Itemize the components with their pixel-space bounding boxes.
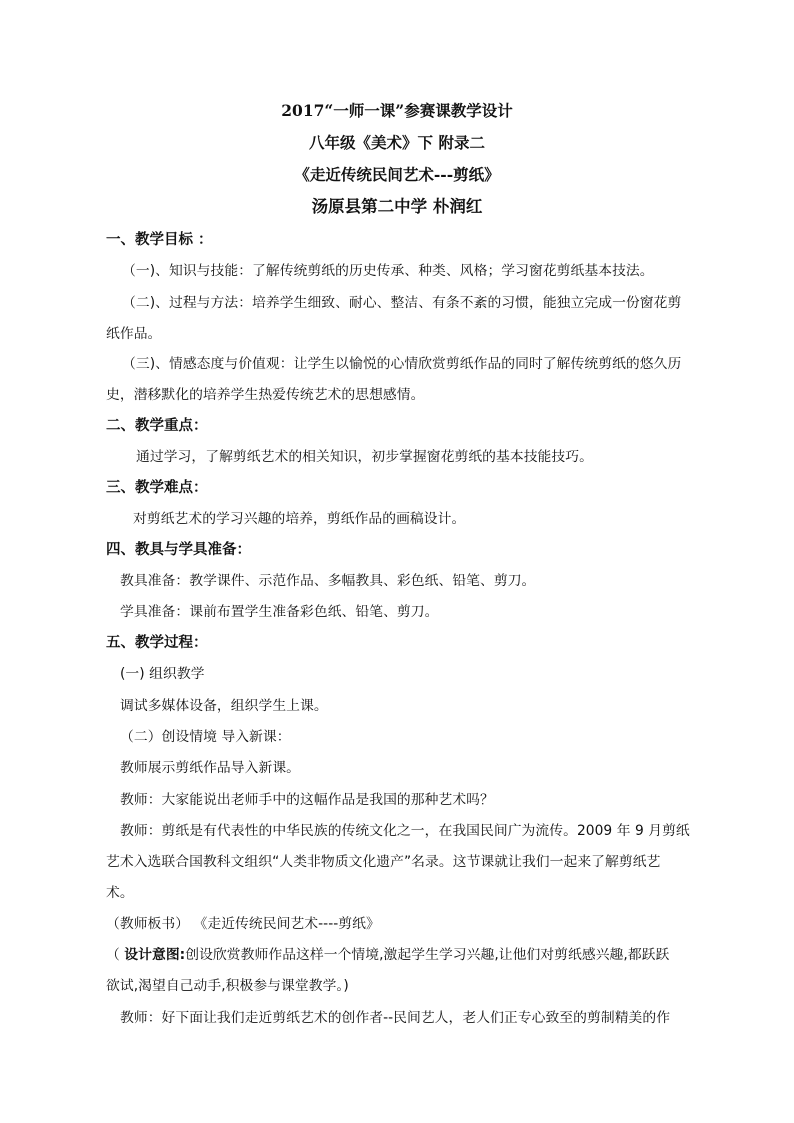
section-heading-difficulties: 三、教学难点： — [106, 480, 208, 496]
paragraph: 教师：大家能说出老师手中的这幅作品是我国的那种艺术吗？ — [120, 792, 494, 808]
paragraph: （二）创设情境 导入新课： — [120, 729, 291, 745]
paragraph: 对剪纸艺术的学习兴趣的培养，剪纸作品的画稿设计。 — [133, 511, 466, 527]
paragraph: （三)、情感态度与价值观：让学生以愉悦的心情欣赏剪纸作品的同时了解传统剪纸的悠久历 — [122, 356, 682, 372]
author-line: 汤原县第二中学 朴润红 — [311, 197, 483, 216]
design-intent-label: 设计意图: — [124, 947, 186, 963]
paragraph — [106, 945, 669, 965]
paragraph: （二)、过程与方法：培养学生细致、耐心、整洁、有条不紊的习惯，能独立完成一份窗花剪 — [122, 295, 682, 311]
section-heading-objectives: 一、教学目标 ： — [106, 232, 213, 248]
section-heading-process: 五、教学过程： — [106, 635, 208, 651]
paragraph: 史，潜移默化的培养学生热爱传统艺术的思想感情。 — [106, 387, 425, 403]
paragraph: 教师：好下面让我们走近剪纸艺术的创作者--民间艺人，老人们正专心致至的剪制精美的作 — [120, 1010, 671, 1026]
paren-prefix: （ — [106, 947, 125, 963]
paragraph: 艺术入选联合国教科文组织“人类非物质文化遗产”名录。这节课就让我们一起来了解剪纸艺 — [106, 854, 661, 870]
paragraph: （教师板书） 《走近传统民间艺术----剪纸》 — [106, 916, 380, 932]
document-title: 2017“一师一课”参赛课教学设计 — [281, 101, 513, 120]
paragraph: 调试多媒体设备，组织学生上课。 — [120, 698, 328, 714]
lesson-title: 《走近传统民间艺术---剪纸》 — [294, 165, 500, 184]
paragraph: 通过学习，了解剪纸艺术的相关知识，初步掌握窗花剪纸的基本技能技巧。 — [136, 449, 593, 465]
paragraph: (一) 组织教学 — [120, 666, 205, 682]
paragraph: 纸作品。 — [106, 326, 162, 342]
paragraph: （一)、知识与技能：了解传统剪纸的历史传承、种类、风格；学习窗花剪纸基本技法。 — [122, 263, 654, 279]
paragraph: 学具准备：课前布置学生准备彩色纸、铅笔、剪刀。 — [120, 604, 439, 620]
paragraph: 欲试,渴望自己动手,积极参与课堂教学。) — [106, 978, 349, 994]
section-heading-key-points: 二、教学重点： — [106, 418, 208, 434]
paragraph: 教具准备：教学课件、示范作品、多幅教具、彩色纸、铅笔、剪刀。 — [120, 573, 536, 589]
design-intent-text: 创设欣赏教师作品这样一个情境,激起学生学习兴趣,让他们对剪纸感兴趣,都跃跃 — [185, 947, 670, 963]
section-heading-materials: 四、教具与学具准备： — [106, 542, 251, 558]
paragraph: 教师展示剪纸作品导入新课。 — [120, 760, 301, 776]
paragraph: 术。 — [106, 885, 134, 901]
paragraph: 教师：剪纸是有代表性的中华民族的传统文化之一，在我国民间广为流传。2009 年 9 月剪纸 — [120, 823, 690, 839]
document-subtitle: 八年级《美术》下 附录二 — [309, 133, 485, 152]
